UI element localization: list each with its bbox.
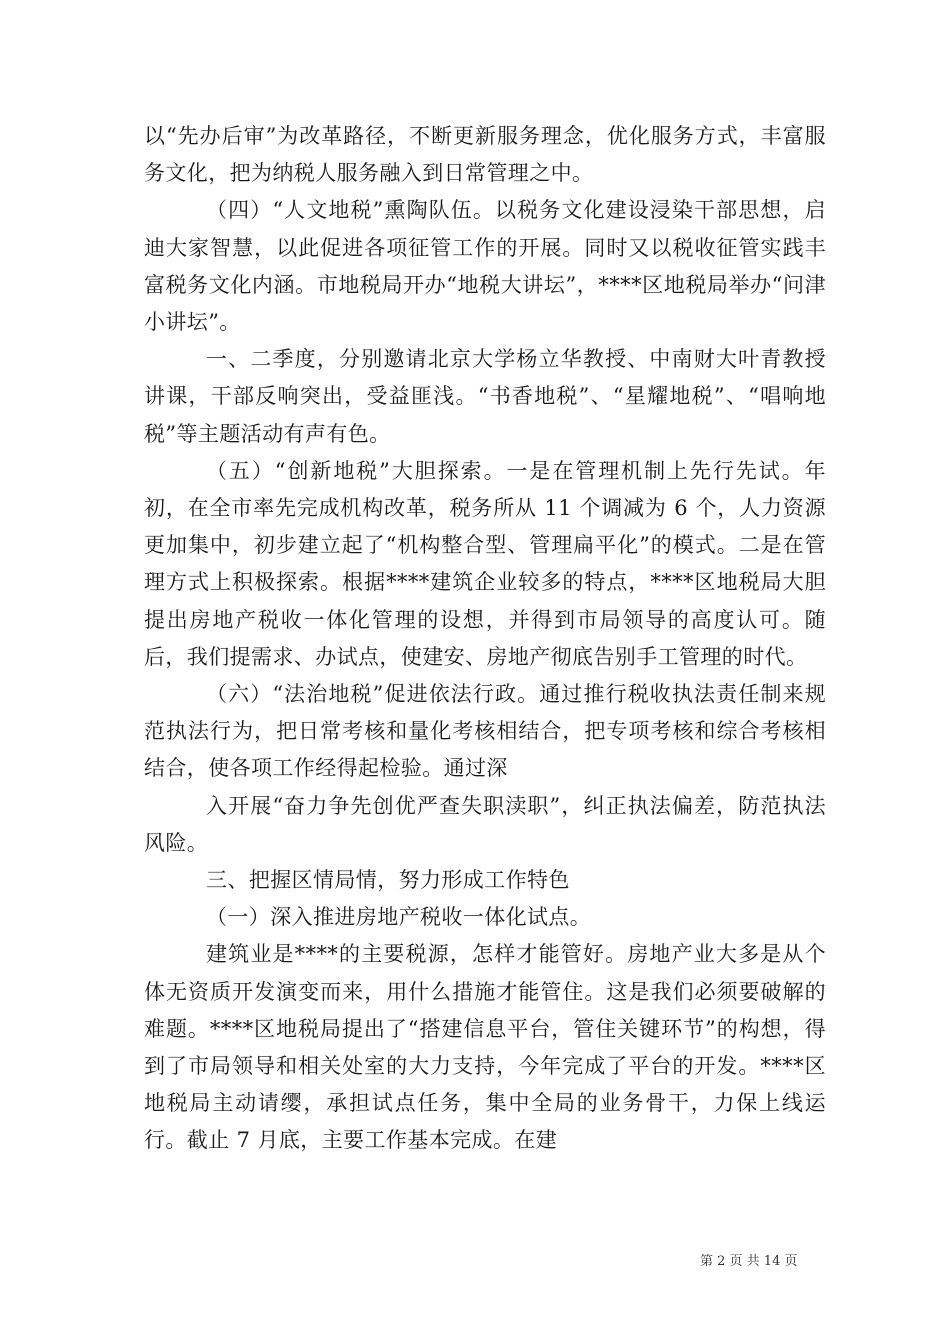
paragraph-3: 一、二季度，分别邀请北京大学杨立华教授、中南财大叶青教授讲课，干部反响突出，受益匪浅。“书香地税”、“星耀地税”、“唱响地税”等主题活动有声有色。 <box>144 347 826 446</box>
paragraph-2: （四）“人文地税”熏陶队伍。以税务文化建设浸染干部思想，启迪大家智慧，以此促进各项征管工作的开展。同时又以税收征管实践丰富税务文化内涵。市地税局开办“地税大讲坛”，****区地税局举办“问津小讲坛”。 <box>144 198 826 335</box>
document-body <box>144 118 826 1160</box>
page-footer: 第 2 页 共 14 页 <box>700 1254 798 1269</box>
paragraph-4: （五）“创新地税”大胆探索。一是在管理机制上先行先试。年初，在全市率先完成机构改革，税务所从 11 个调减为 6 个，人力资源更加集中，初步建立起了“机构整合型、管理扁平化”的模式。二是在管理方式上积极探索。根据****建筑企业较多的特点，****区地税局大胆提出房地产税收一体化管理的设想，并得到市局领导的高度认可。随后，我们提需求、办试点，使建安、房地产彻底告别手工管理的时代。 <box>144 458 826 669</box>
paragraph-1: 以“先办后审”为改革路径，不断更新服务理念，优化服务方式，丰富服务文化，把为纳税人服务融入到日常管理之中。 <box>144 124 826 186</box>
paragraph-6: 入开展“奋力争先创优严查失职渎职”，纠正执法偏差，防范执法风险。 <box>144 793 826 855</box>
paragraph-5: （六）“法治地税”促进依法行政。通过推行税收执法责任制来规范执法行为，把日常考核和量化考核相结合，把专项考核和综合考核相结合，使各项工作经得起检验。通过深 <box>144 682 826 781</box>
paragraph-9: 建筑业是****的主要税源，怎样才能管好。房地产业大多是从个体无资质开发演变而来，用什么措施才能管住。这是我们必须要破解的难题。****区地税局提出了“搭建信息平台，管住关键环节”的构想，得到了市局领导和相关处室的大力支持，今年完成了平台的开发。****区地税局主动请缨，承担试点任务，集中全局的业务骨干，力保上线运行。截止 7 月底，主要工作基本完成。在建 <box>144 942 826 1153</box>
subsection-heading: （一）深入推进房地产税收一体化试点。 <box>206 905 592 930</box>
section-heading: 三、把握区情局情，努力形成工作特色 <box>206 868 570 893</box>
